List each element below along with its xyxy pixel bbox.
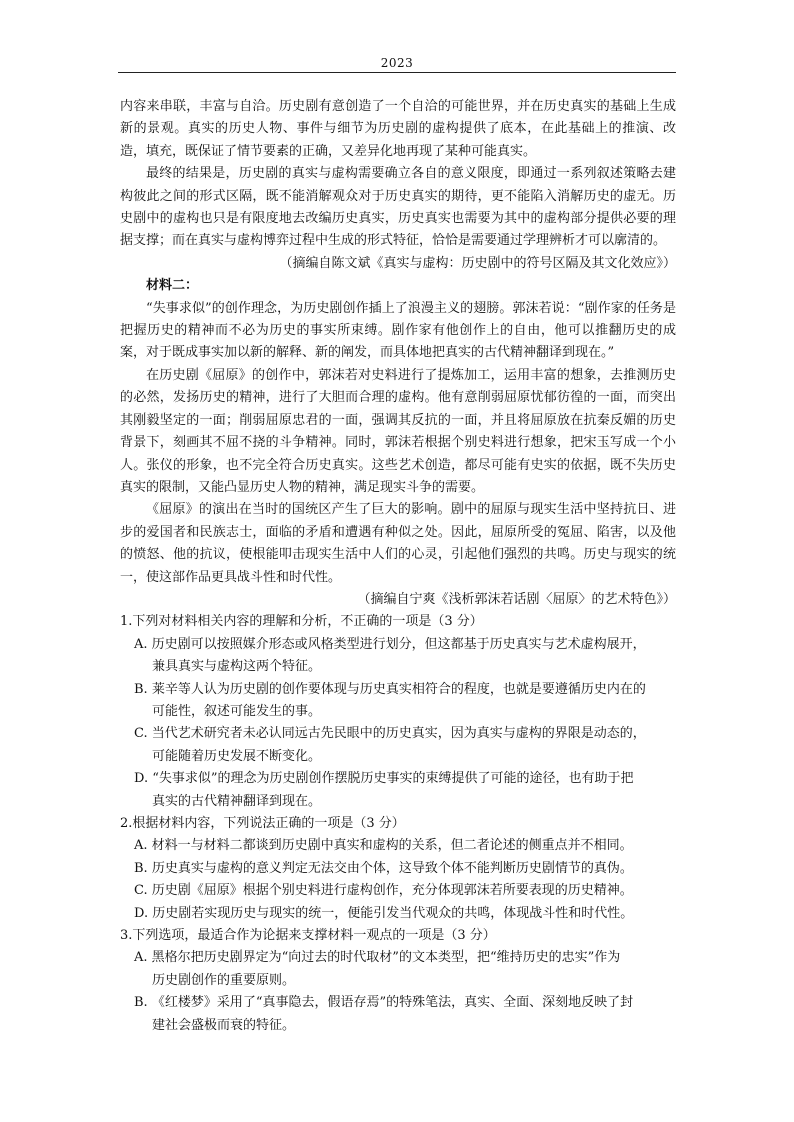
m1-paragraph-1: 内容来串联，丰富与自洽。历史剧有意创造了一个自洽的可能世界，并在历史真实的基础上生成新的景观。真实的历史人物、事件与细节为历史剧的虚构提供了底本，在此基础上的推演、改造，填充，既保证了情节要素的正确，又差异化地再现了某种可能真实。 [120, 99, 676, 159]
page-header-year: 2023 [380, 56, 414, 70]
q3-option-a: A. 黑格尔把历史剧界定为“向过去的时代取材”的文本类型，把“维持历史的忠实”作为 [134, 950, 621, 966]
m1-source: （摘编自陈文斌《真实与虚构：历史剧中的符号区隔及其文化效应》） [279, 255, 676, 271]
q3-option-a-cont: 历史剧创作的重要原则。 [152, 972, 296, 988]
question-1-stem: 1.下列对材料相关内容的理解和分析，不正确的一项是（3 分） [120, 614, 483, 630]
material2-title: 材料二： [146, 278, 199, 294]
q2-option-d: D. 历史剧若实现历史与现实的统一，便能引发当代观众的共鸣，体现战斗性和时代性。 [134, 905, 634, 921]
q1-option-c: C. 当代艺术研究者未必认同远古先民眼中的历史真实，因为真实与虚构的界限是动态的， [134, 726, 646, 742]
q1-option-d: D. “失事求似”的理念为历史剧创作摆脱历史事实的束缚提供了可能的途径，也有助于把 [134, 771, 634, 787]
q1-option-b-cont: 可能性，叙述可能发生的事。 [152, 703, 322, 719]
question-3-stem: 3.下列选项，最适合作为论据来支撑材料一观点的一项是（3 分） [120, 928, 496, 944]
q2-option-c: C. 历史剧《屈原》根据个别史料进行虚构创作，充分体现郭沫若所要表现的历史精神。 [134, 883, 633, 899]
q3-option-b-cont: 建社会盛极而衰的特征。 [152, 1017, 296, 1033]
m2-paragraph-2: 在历史剧《屈原》的创作中，郭沫若对史料进行了提炼加工，运用丰富的想象，去推测历史的必然，发扬历史的精神，进行了大胆而合理的虚构。他有意削弱屈原忧郁彷徨的一面，而突出其刚毅坚定的一面；削弱屈原忠君的一面，强调其反抗的一面，并且将屈原放在抗秦反媚的历史背景下，刻画其不屈不挠的斗争精神。同时，郭沫若根据个别史料进行想象，把宋玉写成一个小人。张仪的形象，也不完全符合历史真实。这些艺术创造，都尽可能有史实的依据，既不失历史真实的限制，又能凸显历史人物的精神，满足现实斗争的需要。 [120, 367, 676, 495]
m2-paragraph-3: 《屈原》的演出在当时的国统区产生了巨大的影响。剧中的屈原与现实生活中坚持抗日、进步的爱国者和民族志士，面临的矛盾和遭遇有种似之处。因此，屈原所受的冤屈、陷害，以及他的愤怒、他的抗议，使根能叩击现实生活中人们的心灵，引起他们强烈的共鸣。历史与现实的统一，使这部作品更具战斗性和时代性。 [120, 502, 676, 585]
q3-option-b: B. 《红楼梦》采用了“真事隐去，假语存焉”的特殊笔法，真实、全面、深刻地反映了封 [134, 995, 634, 1011]
question-2-stem: 2.根据材料内容，下列说法正确的一项是（3 分） [120, 816, 405, 831]
q1-option-a-cont: 兼具真实与虚构这两个特征。 [152, 659, 322, 675]
m1-paragraph-2: 最终的结果是，历史剧的真实与虚构需要确立各自的意义限度，即通过一系列叙述策略去建构彼此之间的形式区隔，既不能消解观众对于历史真实的期待，更不能陷入消解历史的虚无。历史剧中的虚构也只是有限度地去改编历史真实，历史真实也需要为其中的虚构部分提供必要的理据支撑；而在真实与虚构博弈过程中生成的形式特征，恰恰是需要通过学理辨析才可以廓清的。 [120, 166, 676, 249]
q1-option-d-cont: 真实的古代精神翻译到现在。 [152, 793, 322, 809]
q1-option-c-cont: 可能随着历史发展不断变化。 [152, 748, 322, 764]
page-content [120, 96, 676, 1037]
q1-option-b: B. 莱辛等人认为历史剧的创作要体现与历史真实相符合的程度，也就是要遵循历史内在的 [134, 681, 646, 697]
m2-source: （摘编自宁爽《浅析郭沫若话剧〈屈原〉的艺术特色》） [357, 591, 676, 607]
m2-paragraph-1: “失事求似”的创作理念，为历史剧创作插上了浪漫主义的翅膀。郭沫若说：“剧作家的任务是把握历史的精神而不必为历史的事实所束缚。剧作家有他创作上的自由，他可以推翻历史的成案，对于既成事实加以新的解释、新的阐发，而具体地把真实的古代精神翻译到现在。” [120, 300, 676, 361]
q2-option-b: B. 历史真实与虚构的意义判定无法交由个体，这导致个体不能判断历史剧情节的真伪。 [134, 860, 633, 876]
q2-option-a: A. 材料一与材料二都谈到历史剧中真实和虚构的关系，但二者论述的侧重点并不相同。 [134, 838, 633, 854]
header-rule [118, 72, 676, 73]
q1-option-a: A. 历史剧可以按照媒介形态或风格类型进行划分，但这都基于历史真实与艺术虚构展开， [134, 636, 646, 652]
